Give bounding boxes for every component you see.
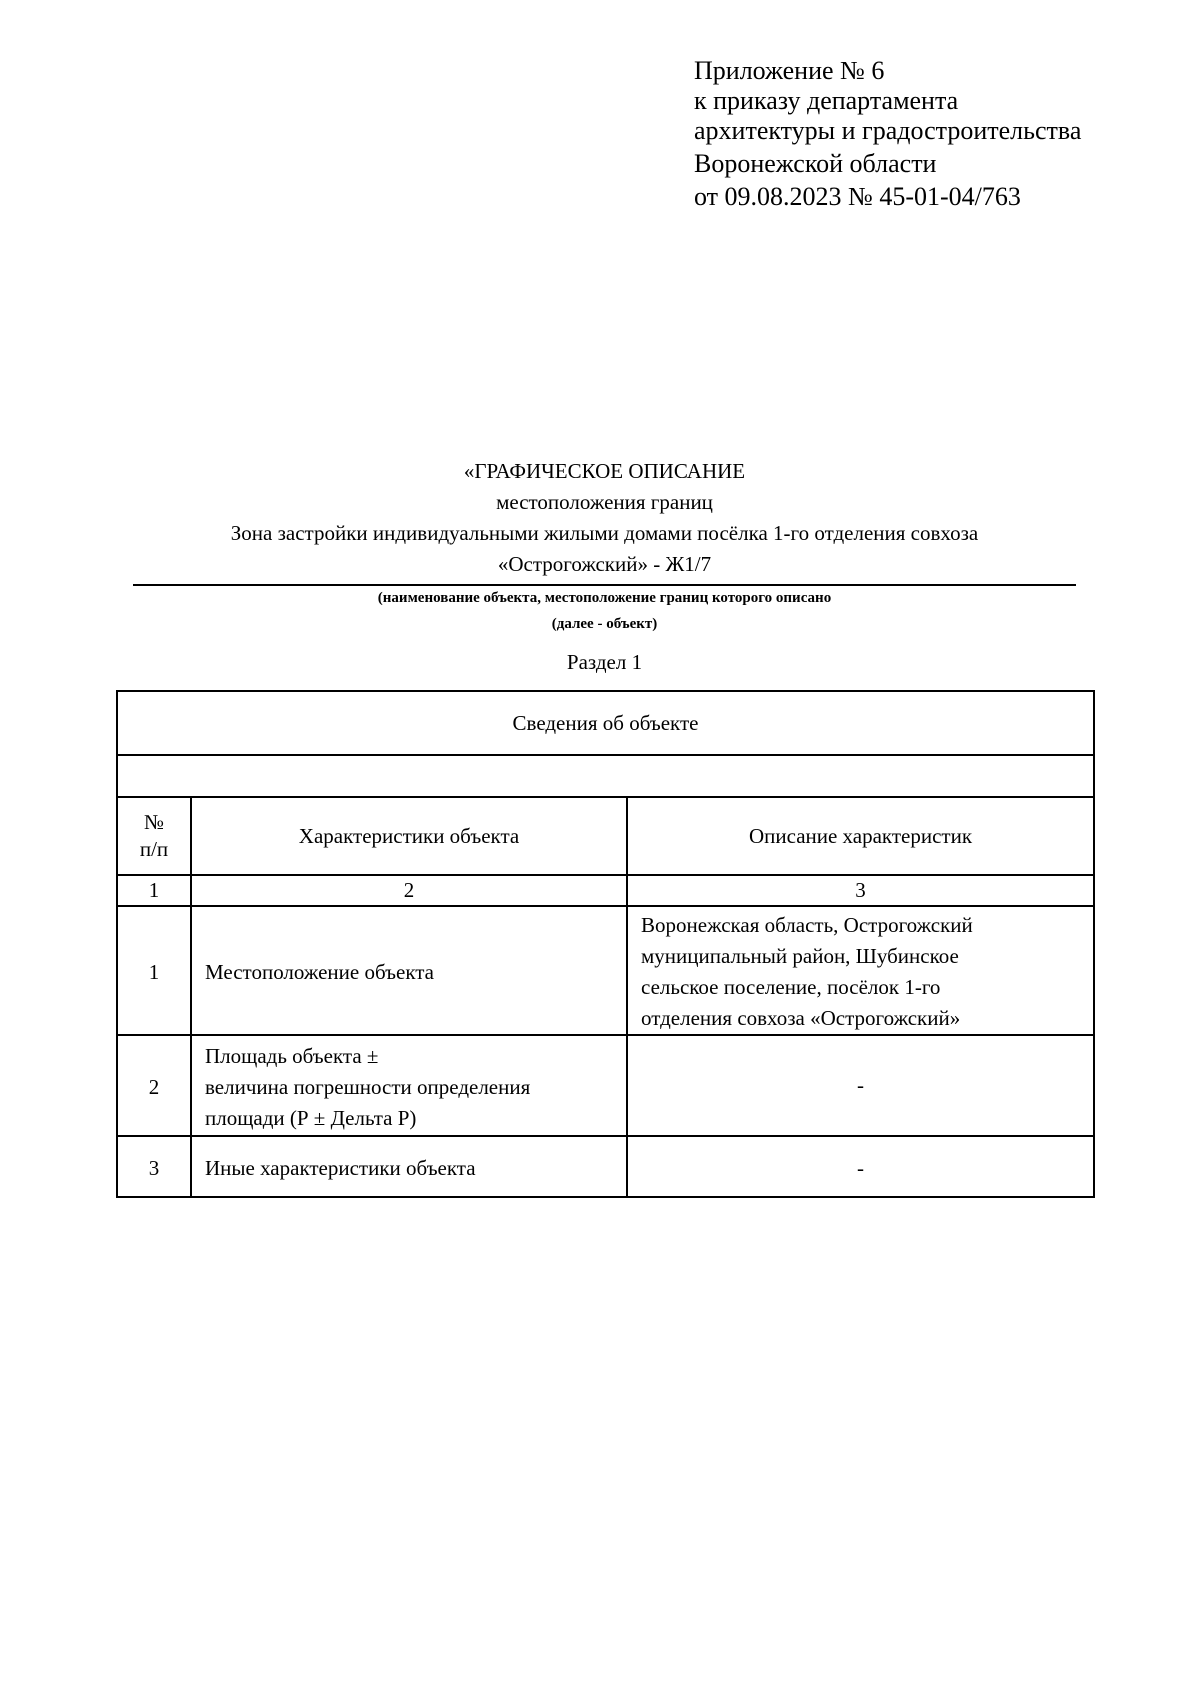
- table-heading: Сведения об объекте: [117, 691, 1094, 755]
- header-num: [117, 797, 191, 875]
- row-description: -: [627, 1136, 1094, 1197]
- table-empty-row: [117, 755, 1094, 797]
- appendix-line: Приложение № 6: [694, 56, 885, 85]
- header-num-line: п/п: [139, 837, 169, 861]
- empty-cell: [117, 755, 1094, 797]
- row-number: 2: [117, 1035, 191, 1136]
- title-caption: (наименование объекта, местоположение границ которого описано: [377, 590, 832, 606]
- table-row: [117, 1136, 1094, 1197]
- text-line: сельское поселение, посёлок 1-го: [641, 975, 941, 999]
- column-header-row: [117, 797, 1094, 875]
- title-line: местоположения границ: [496, 490, 713, 514]
- table-row: [117, 1035, 1094, 1136]
- title-line: «Острогожский» - Ж1/7: [497, 552, 712, 576]
- appendix-line: Воронежской области: [694, 149, 937, 178]
- appendix-line: к приказу департамента: [694, 86, 959, 115]
- table-row: [117, 906, 1094, 1035]
- title-caption: (далее - объект): [551, 616, 658, 632]
- row-characteristic: [191, 1136, 627, 1197]
- row-characteristic: [191, 1035, 627, 1136]
- text-line: отделения совхоза «Острогожский»: [641, 1006, 961, 1030]
- object-info-table: [116, 690, 1095, 1198]
- column-index: 3: [627, 875, 1094, 906]
- column-index: 2: [191, 875, 627, 906]
- document-title: [133, 456, 1076, 580]
- text-line: Иные характеристики объекта: [205, 1155, 476, 1180]
- appendix-line: от 09.08.2023 № 45-01-04/763: [694, 182, 1021, 211]
- appendix-reference: [694, 56, 1081, 212]
- text-line: Местоположение объекта: [205, 959, 435, 984]
- column-index-row: [117, 875, 1094, 906]
- column-index: 1: [117, 875, 191, 906]
- text-line: Площадь объекта ±: [205, 1043, 379, 1068]
- row-number: 1: [117, 906, 191, 1035]
- text-line: площади (Р ± Дельта Р): [205, 1105, 417, 1130]
- text-line: величина погрешности определения: [205, 1074, 531, 1099]
- row-characteristic: [191, 906, 627, 1035]
- text-line: Воронежская область, Острогожский: [641, 913, 973, 937]
- header-description: Описание характеристик: [627, 797, 1094, 875]
- title-line: «ГРАФИЧЕСКОЕ ОПИСАНИЕ: [463, 459, 746, 483]
- header-characteristics: Характеристики объекта: [191, 797, 627, 875]
- row-description: [627, 906, 1094, 1035]
- section-label: Раздел 1: [566, 650, 643, 674]
- text-line: муниципальный район, Шубинское: [641, 944, 959, 968]
- title-line: Зона застройки индивидуальными жилыми домами посёлка 1-го отделения совхоза: [230, 521, 979, 545]
- table-heading-row: [117, 691, 1094, 755]
- row-description: -: [627, 1035, 1094, 1136]
- appendix-line: архитектуры и градостроительства: [694, 116, 1082, 145]
- header-num-line: №: [143, 810, 165, 834]
- row-number: 3: [117, 1136, 191, 1197]
